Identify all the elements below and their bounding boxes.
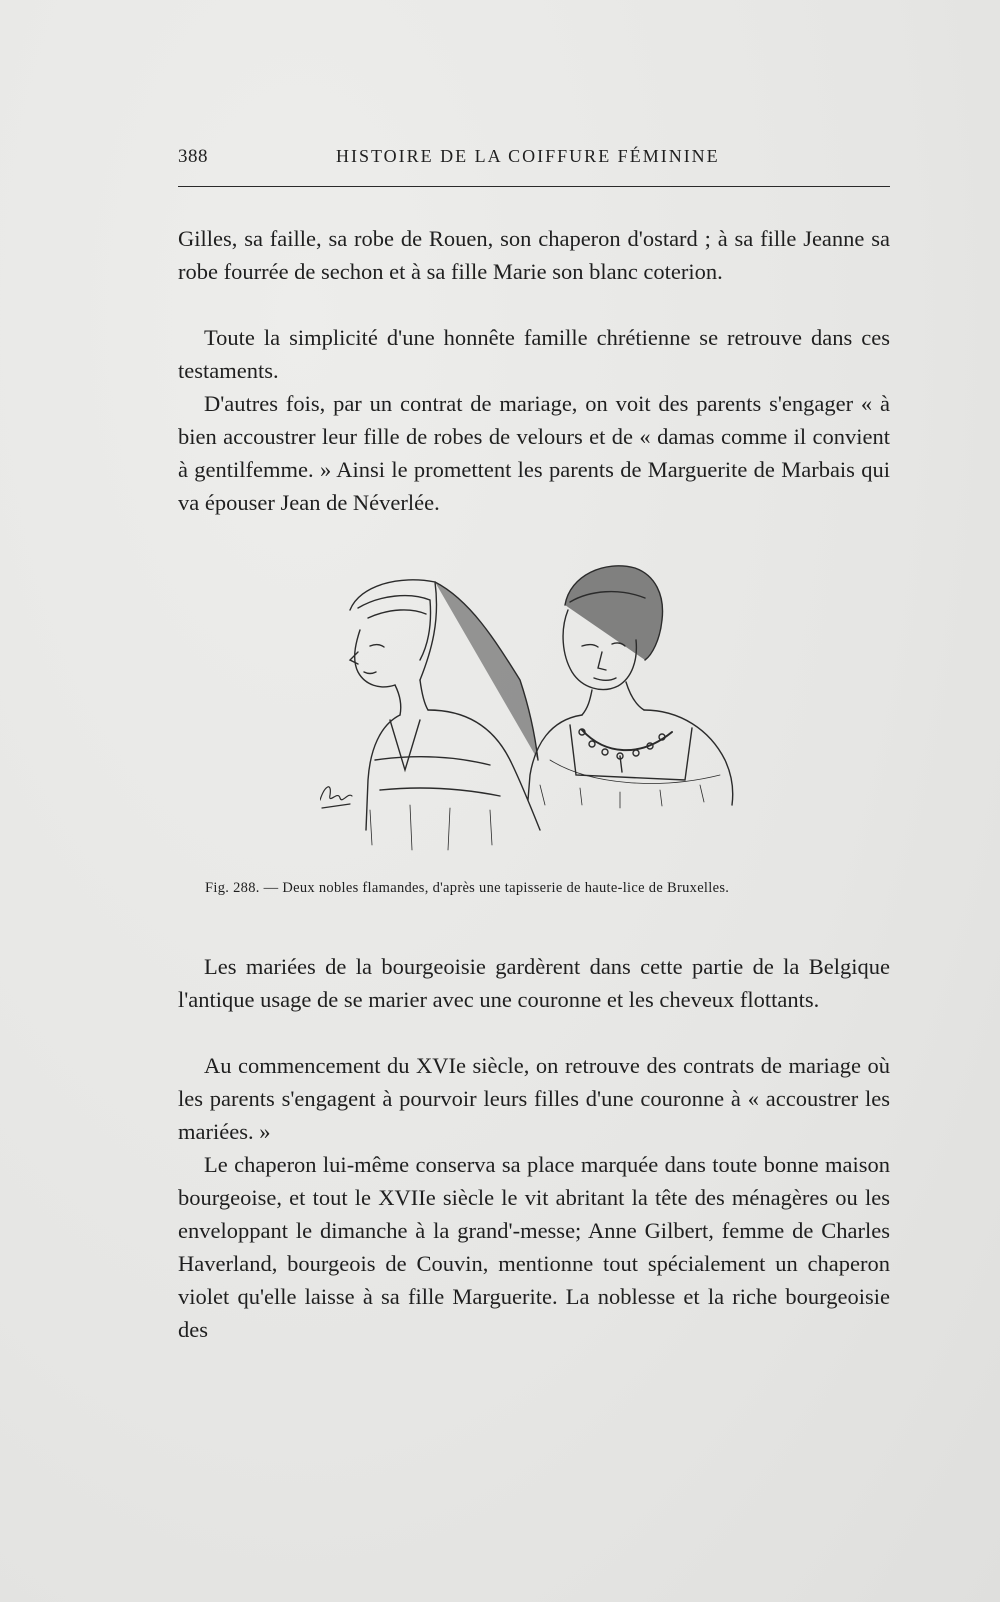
paragraph-5: Au commencement du XVIe siècle, on retrouve des contrats de mariage où les parents s'engagent à pourvoir leurs filles d'une couronne à « accoustrer les mariées. » [178,1053,890,1144]
engraving-illustration [320,560,760,860]
page-header [178,146,890,176]
paragraph-6: Le chaperon lui-même conserva sa place marquée dans toute bonne maison bourgeoise, et tout le XVIIe siècle le vit abritant la tête des ménagères ou les enveloppant le dimanche à la grand'-messe; Anne Gilbert, femme de Charles Haverland, bourgeois de Couvin, mentionne tout spécialement un chaperon violet qu'elle laisse à sa fille Marguerite. La noblesse et la riche bourgeoisie des [178,1152,890,1342]
running-title: HISTOIRE DE LA COIFFURE FÉMININE [336,146,720,166]
paragraph-4: Les mariées de la bourgeoisie gardèrent dans cette partie de la Belgique l'antique usage de se marier avec une couronne et les cheveux flottants. [178,954,890,1012]
paragraph-2: Toute la simplicité d'une honnête famille chrétienne se retrouve dans ces testaments. [178,325,890,383]
figure-caption: Fig. 288. — Deux nobles flamandes, d'après une tapisserie de haute-lice de Bruxelles. [205,880,730,896]
page-number: 388 [178,146,208,167]
paragraph-3: D'autres fois, par un contrat de mariage, on voit des parents s'engager « à bien accoustrer leur fille de robes de velours et de « damas comme il convient à gentilfemme. » Ainsi le promettent les parents de Marguerite de Marbais qui va épouser Jean de Néverlée. [178,391,890,515]
paragraph-1: Gilles, sa faille, sa robe de Rouen, son chaperon d'ostard ; à sa fille Jeanne sa robe fourrée de sechon et à sa fille Marie son blanc coterion. [178,226,890,284]
figure-illustration [320,560,760,860]
header-rule [178,186,890,187]
